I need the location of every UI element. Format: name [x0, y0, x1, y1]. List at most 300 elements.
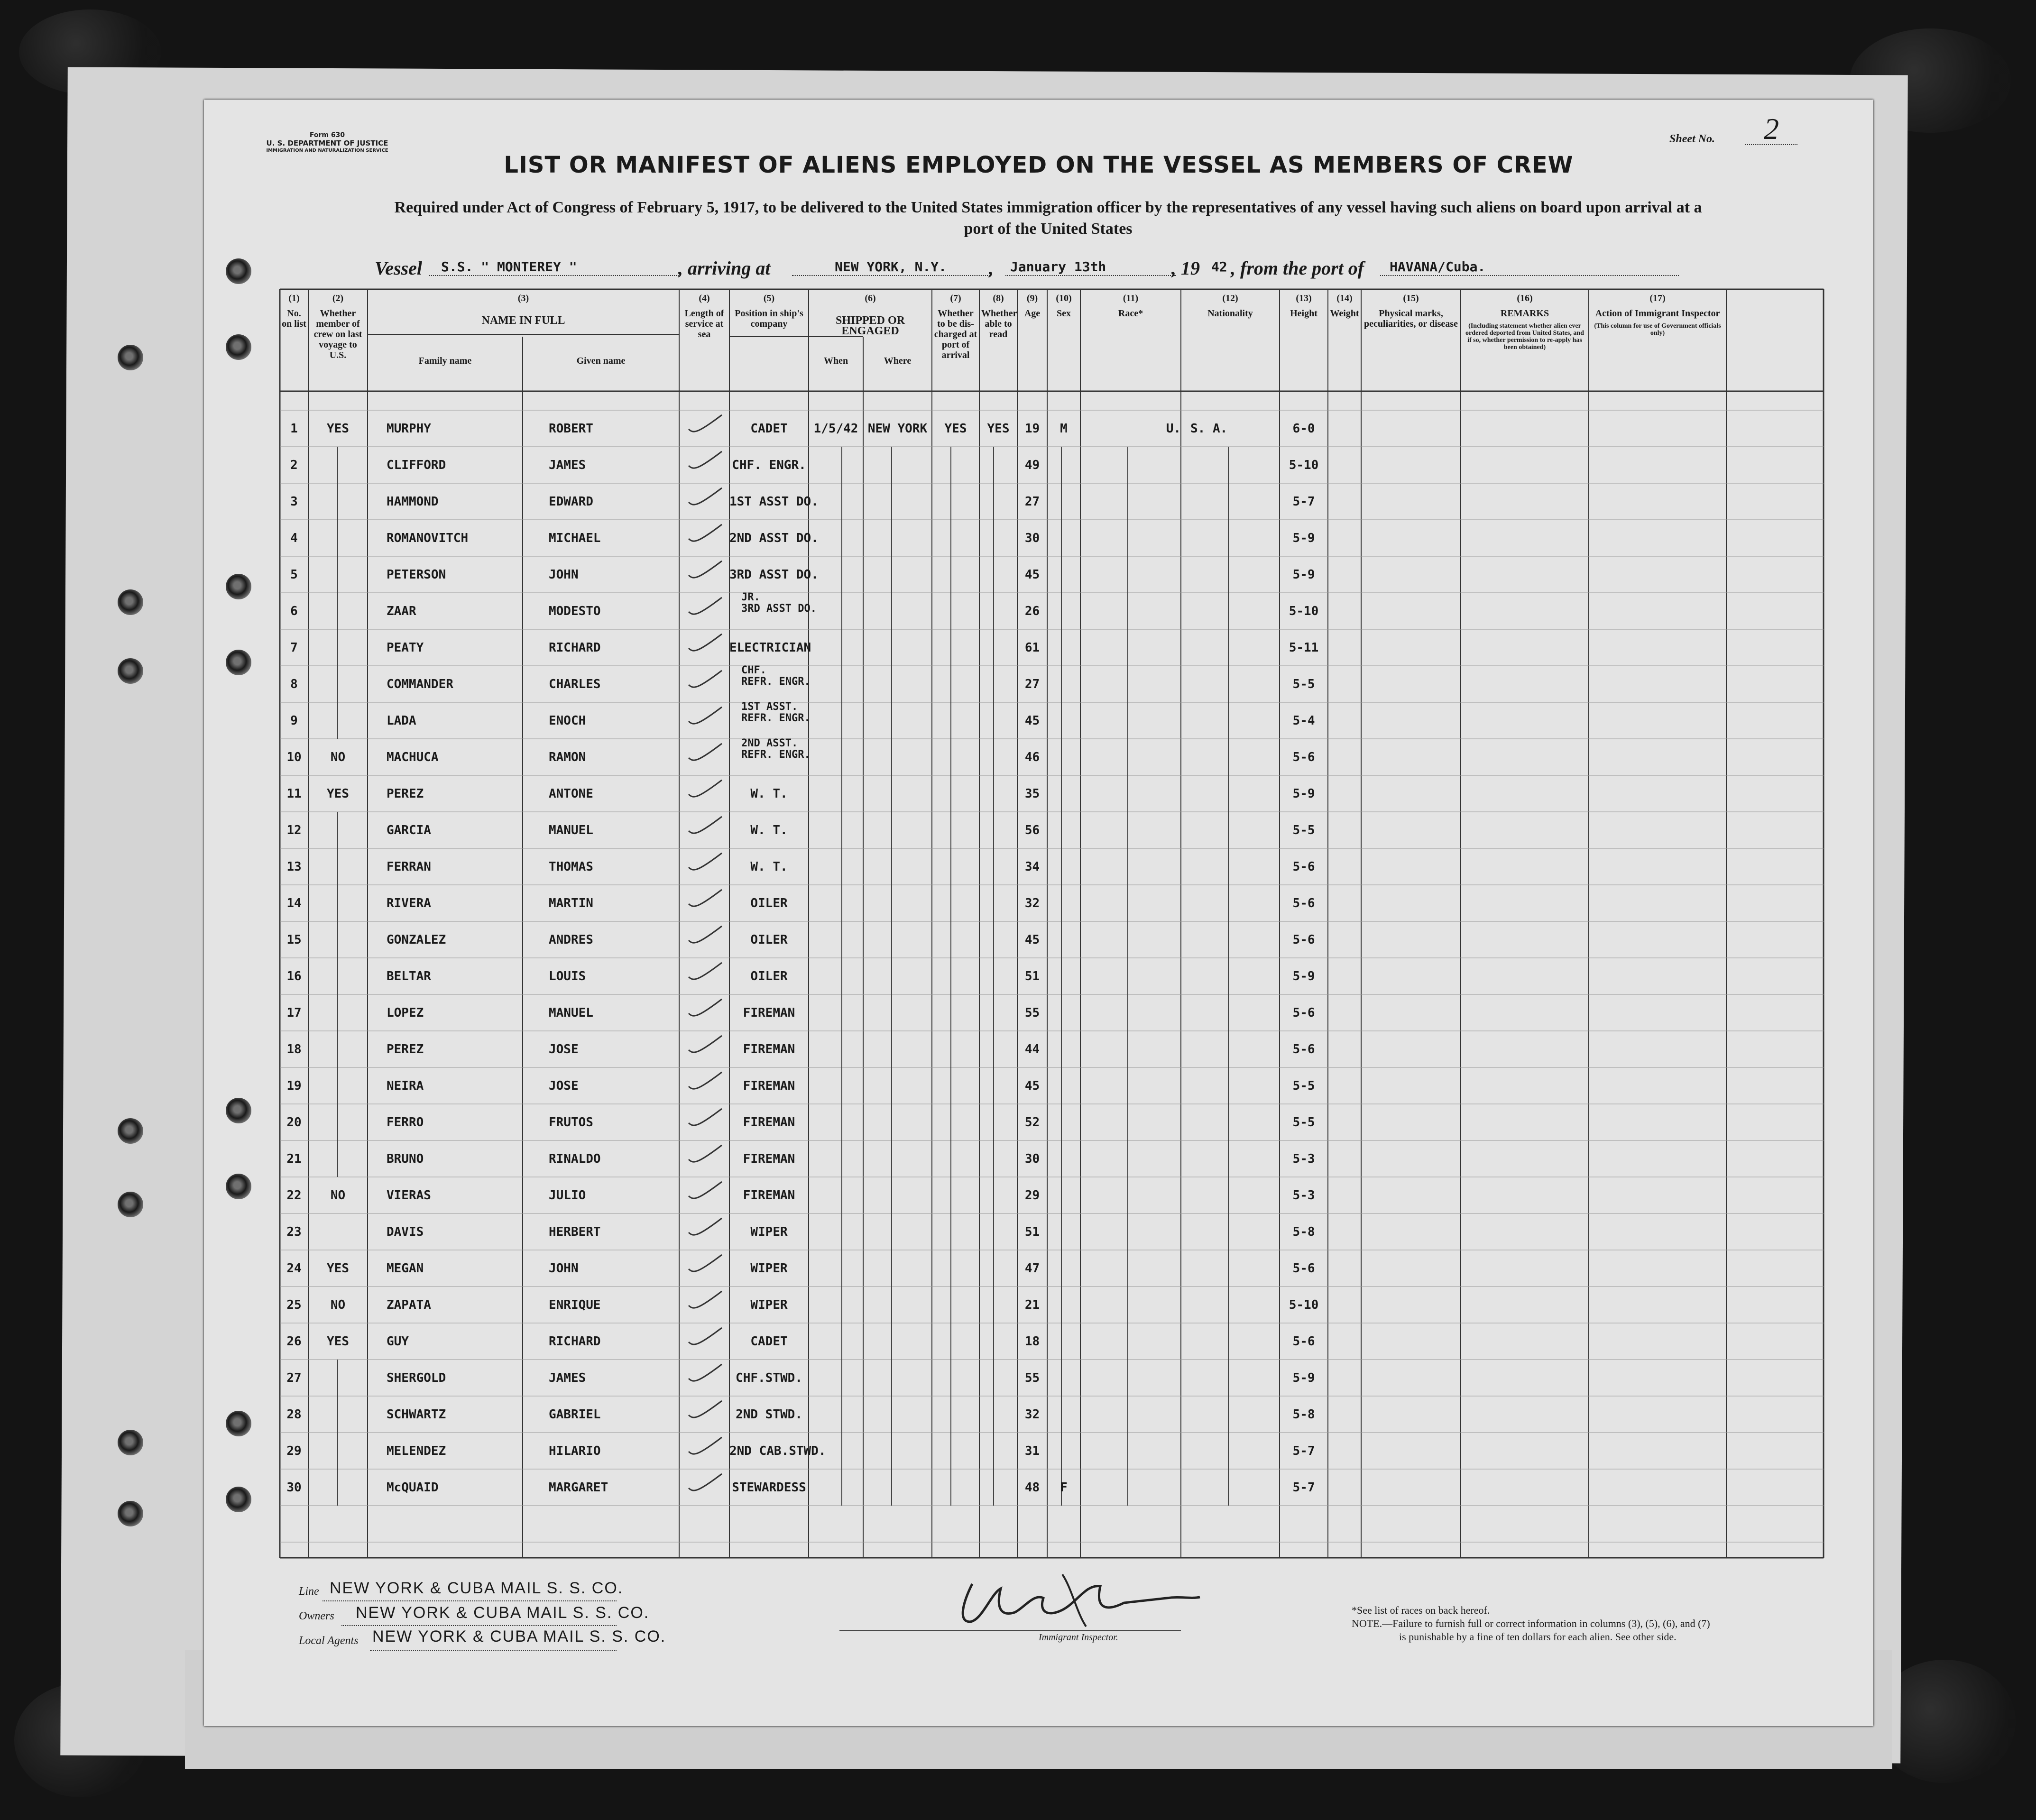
age: 34	[1024, 860, 1040, 874]
age: 26	[1024, 604, 1040, 618]
given-name: ROBERT	[549, 422, 593, 436]
given-name: JOHN	[549, 1261, 579, 1276]
given-name: MARTIN	[549, 896, 593, 910]
position: OILER	[750, 933, 788, 947]
height: 5-7	[1292, 495, 1315, 509]
given-name: ANTONE	[549, 787, 593, 801]
family-name: SHERGOLD	[387, 1371, 446, 1385]
age: 49	[1024, 458, 1040, 472]
position: 3RD ASST DO.	[741, 603, 817, 615]
department-name: U. S. DEPARTMENT OF JUSTICE	[266, 139, 388, 147]
height: 5-10	[1289, 1298, 1319, 1312]
position: STEWARDESS	[732, 1480, 806, 1495]
line-label: Line	[299, 1585, 319, 1598]
given-name: ENOCH	[549, 714, 586, 728]
check-mark	[689, 1255, 722, 1271]
given-name: ENRIQUE	[549, 1298, 601, 1312]
check-mark	[689, 999, 722, 1016]
given-name: ANDRES	[549, 933, 593, 947]
age: 45	[1024, 1079, 1040, 1093]
given-name: RINALDO	[549, 1152, 601, 1166]
height: 5-6	[1292, 1042, 1315, 1057]
height: 5-9	[1292, 1371, 1315, 1385]
position-prefix: JR.	[741, 591, 760, 603]
inspector-underline	[839, 1630, 1181, 1631]
row-number: 16	[286, 969, 302, 984]
family-name: SCHWARTZ	[387, 1407, 446, 1422]
column-number: (16)	[1517, 293, 1533, 303]
row-number: 4	[290, 531, 298, 545]
vessel-name: S.S. " MONTEREY "	[441, 259, 577, 275]
shipped-where: NEW YORK	[867, 422, 928, 436]
row-number: 6	[290, 604, 298, 618]
row-number: 19	[286, 1079, 302, 1093]
previous-voyage: YES	[327, 787, 349, 801]
height: 5-11	[1289, 641, 1319, 655]
family-name: PETERSON	[387, 568, 446, 582]
check-mark	[689, 817, 722, 833]
column-number: (6)	[865, 293, 876, 303]
requirement-text: Required under Act of Congress of February 5, 1917, to be delivered to the United States immigration officer by the representatives of any vessel having such aliens on board upon arrival at a	[394, 199, 1702, 216]
sheet-number-label: Sheet No.	[1669, 133, 1715, 145]
position: FIREMAN	[743, 1115, 795, 1130]
age: 51	[1024, 969, 1040, 984]
inspector-label: Immigrant Inspector.	[1039, 1632, 1118, 1643]
family-name: PEREZ	[387, 1042, 424, 1057]
previous-voyage: NO	[330, 750, 346, 764]
column-label: Sex	[1057, 308, 1071, 319]
check-mark	[689, 780, 722, 797]
check-mark	[689, 1109, 722, 1125]
given-name: HERBERT	[549, 1225, 601, 1239]
given-name: RAMON	[549, 750, 586, 764]
age: 55	[1024, 1371, 1040, 1385]
check-mark	[689, 524, 722, 541]
height: 5-6	[1292, 750, 1315, 764]
age: 18	[1024, 1334, 1040, 1349]
given-name: EDWARD	[549, 495, 593, 509]
agents-label: Local Agents	[299, 1635, 359, 1647]
column-number: (17)	[1649, 293, 1666, 303]
given-name: JAMES	[549, 458, 586, 472]
column-label: Age	[1024, 308, 1041, 319]
line-underline	[322, 1600, 617, 1601]
height: 5-10	[1289, 604, 1319, 618]
row-number: 25	[286, 1298, 302, 1312]
column-label: Length of service at sea	[684, 308, 724, 340]
check-mark	[689, 1401, 722, 1417]
family-name: PEREZ	[387, 787, 424, 801]
position: 3RD ASST DO.	[729, 568, 819, 582]
position-prefix: CHF.	[741, 664, 766, 676]
position: OILER	[750, 969, 788, 984]
punch-hole	[118, 589, 143, 615]
height: 5-9	[1292, 969, 1315, 984]
family-name: ROMANOVITCH	[387, 531, 469, 545]
position: CHF. ENGR.	[732, 458, 806, 472]
family-name: PEATY	[387, 641, 424, 655]
family-name: VIERAS	[387, 1188, 431, 1203]
column-number: (8)	[993, 293, 1004, 303]
age: 56	[1024, 823, 1040, 837]
height: 5-6	[1292, 1006, 1315, 1020]
age: 32	[1024, 896, 1040, 910]
inspector-signature	[944, 1565, 1238, 1641]
from-port: HAVANA/Cuba.	[1390, 259, 1486, 275]
age: 29	[1024, 1188, 1040, 1203]
age: 48	[1024, 1480, 1040, 1495]
race: U.	[1166, 422, 1181, 436]
family-name: FERRO	[387, 1115, 424, 1130]
family-name: HAMMOND	[387, 495, 439, 509]
given-name: MARGARET	[549, 1480, 608, 1495]
check-mark	[689, 744, 722, 760]
given-name: JAMES	[549, 1371, 586, 1385]
position: FIREMAN	[743, 1042, 795, 1057]
column-label: Race*	[1118, 308, 1143, 319]
height: 5-6	[1292, 1334, 1315, 1349]
given-name: RICHARD	[549, 1334, 601, 1349]
position: 2ND STWD.	[736, 1407, 802, 1422]
position-prefix: 1ST ASST.	[741, 701, 798, 713]
position-prefix: 2ND ASST.	[741, 737, 798, 749]
age: 21	[1024, 1298, 1040, 1312]
punch-hole	[118, 1430, 143, 1455]
position: REFR. ENGR.	[741, 749, 811, 761]
row-number: 1	[290, 422, 298, 436]
check-mark	[689, 561, 722, 578]
able-to-read: YES	[987, 422, 1010, 436]
row-number: 5	[290, 568, 298, 582]
column-number: (4)	[699, 293, 710, 303]
fine-note-2: is punishable by a fine of ten dollars for each alien. See other side.	[1399, 1631, 1677, 1643]
family-name: ZAAR	[387, 604, 416, 618]
position: 1ST ASST DO.	[729, 495, 819, 509]
punch-hole	[118, 658, 143, 684]
check-mark	[689, 1036, 722, 1052]
position: ELECTRICIAN	[729, 641, 811, 655]
height: 5-5	[1292, 823, 1315, 837]
owners-underline	[341, 1625, 617, 1626]
previous-voyage: YES	[327, 1261, 349, 1276]
height: 5-6	[1292, 896, 1315, 910]
check-mark	[689, 597, 722, 614]
check-mark	[689, 707, 722, 724]
age: 61	[1024, 641, 1040, 655]
position: FIREMAN	[743, 1152, 795, 1166]
column-label: Position in ship's company	[735, 308, 803, 329]
previous-voyage: NO	[330, 1188, 346, 1203]
row-number: 20	[286, 1115, 302, 1130]
column-subnote: (This column for use of Government officials only)	[1594, 322, 1721, 337]
check-mark	[689, 1182, 722, 1198]
check-mark	[689, 963, 722, 979]
height: 5-3	[1292, 1152, 1315, 1166]
row-number: 30	[286, 1480, 302, 1495]
year-suffix: 42	[1211, 259, 1227, 275]
column-sublabel: Where	[884, 356, 912, 366]
row-number: 23	[286, 1225, 302, 1239]
row-number: 15	[286, 933, 302, 947]
row-number: 29	[286, 1444, 302, 1458]
column-label: Action of Immigrant Inspector	[1595, 308, 1720, 319]
sex: M	[1060, 422, 1068, 436]
position: CADET	[750, 422, 788, 436]
check-mark	[689, 634, 722, 651]
given-name: GABRIEL	[549, 1407, 601, 1422]
age: 52	[1024, 1115, 1040, 1130]
age: 32	[1024, 1407, 1040, 1422]
family-name: FERRAN	[387, 860, 431, 874]
row-number: 11	[286, 787, 302, 801]
document-title: LIST OR MANIFEST OF ALIENS EMPLOYED ON THE VESSEL AS MEMBERS OF CREW	[504, 152, 1574, 178]
family-name: LADA	[387, 714, 416, 728]
given-name: MANUEL	[549, 1006, 593, 1020]
arriving-port: NEW YORK, N.Y.	[835, 259, 947, 275]
row-number: 12	[286, 823, 302, 837]
row-number: 9	[290, 714, 298, 728]
age: 19	[1024, 422, 1040, 436]
agents-underline	[370, 1650, 617, 1651]
row-number: 8	[290, 677, 298, 691]
position: W. T.	[750, 860, 788, 874]
races-note: *See list of races on back hereof.	[1352, 1604, 1490, 1616]
column-label: Nationality	[1207, 308, 1253, 319]
row-number: 2	[290, 458, 298, 472]
check-mark	[689, 451, 722, 468]
check-mark	[689, 1328, 722, 1344]
family-name: NEIRA	[387, 1079, 424, 1093]
line-value: NEW YORK & CUBA MAIL S. S. CO.	[330, 1579, 624, 1597]
family-name: CLIFFORD	[387, 458, 446, 472]
to-be-discharged: YES	[944, 422, 967, 436]
column-number: (5)	[763, 293, 775, 303]
age: 45	[1024, 714, 1040, 728]
check-mark	[689, 926, 722, 943]
family-name: McQUAID	[387, 1480, 439, 1495]
column-subnote: (Including statement whether alien ever ordered deported from United States, and if so, whether permission to re-apply has been obtained)	[1465, 322, 1584, 351]
arriving-label: , arriving at	[678, 257, 771, 279]
row-number: 26	[286, 1334, 302, 1349]
age: 27	[1024, 495, 1040, 509]
family-name: LOPEZ	[387, 1006, 424, 1020]
position: FIREMAN	[743, 1079, 795, 1093]
given-name: JOSE	[549, 1079, 579, 1093]
check-mark	[689, 415, 722, 432]
row-number: 21	[286, 1152, 302, 1166]
family-name: BELTAR	[387, 969, 431, 984]
check-mark	[689, 890, 722, 906]
family-name: GARCIA	[387, 823, 431, 837]
given-name: JOHN	[549, 568, 579, 582]
given-name: FRUTOS	[549, 1115, 593, 1130]
check-mark	[689, 1145, 722, 1162]
height: 5-6	[1292, 933, 1315, 947]
age: 45	[1024, 568, 1040, 582]
punch-hole	[118, 345, 143, 370]
given-name: LOUIS	[549, 969, 586, 984]
height: 5-9	[1292, 787, 1315, 801]
given-name: THOMAS	[549, 860, 593, 874]
year-prefix: , 19	[1171, 257, 1200, 279]
column-number: (13)	[1296, 293, 1312, 303]
height: 5-7	[1292, 1444, 1315, 1458]
height: 5-3	[1292, 1188, 1315, 1203]
arrival-date: January 13th	[1010, 259, 1106, 275]
given-name: MODESTO	[549, 604, 601, 618]
age: 27	[1024, 677, 1040, 691]
position: WIPER	[750, 1298, 788, 1312]
column-label: NAME IN FULL	[481, 314, 565, 327]
row-number: 14	[286, 896, 302, 910]
age: 35	[1024, 787, 1040, 801]
family-name: MELENDEZ	[387, 1444, 446, 1458]
punch-hole	[118, 1192, 143, 1217]
given-name: MICHAEL	[549, 531, 601, 545]
previous-voyage: YES	[327, 1334, 349, 1349]
position: OILER	[750, 896, 788, 910]
requirement-text-line2: port of the United States	[964, 220, 1133, 238]
column-label: Whether able to read	[981, 308, 1017, 340]
sheet-number: 2	[1745, 114, 1797, 145]
row-number: 7	[290, 641, 298, 655]
age: 46	[1024, 750, 1040, 764]
family-name: MEGAN	[387, 1261, 424, 1276]
position: 2ND ASST DO.	[729, 531, 819, 545]
column-sublabel: Family name	[418, 356, 472, 366]
age: 30	[1024, 531, 1040, 545]
given-name: HILARIO	[549, 1444, 601, 1458]
age: 55	[1024, 1006, 1040, 1020]
column-label: Whether member of crew on last voyage to U.S.	[313, 308, 362, 360]
position: CADET	[750, 1334, 788, 1349]
owners-value: NEW YORK & CUBA MAIL S. S. CO.	[356, 1604, 650, 1622]
family-name: GONZALEZ	[387, 933, 446, 947]
row-number: 27	[286, 1371, 302, 1385]
height: 5-8	[1292, 1225, 1315, 1239]
position: W. T.	[750, 823, 788, 837]
column-number: (3)	[517, 293, 529, 303]
column-label: Height	[1290, 308, 1317, 319]
position: W. T.	[750, 787, 788, 801]
previous-voyage: YES	[327, 422, 349, 436]
given-name: MANUEL	[549, 823, 593, 837]
height: 5-5	[1292, 1115, 1315, 1130]
column-number: (2)	[332, 293, 344, 303]
row-number: 17	[286, 1006, 302, 1020]
column-number: (7)	[950, 293, 961, 303]
age: 44	[1024, 1042, 1040, 1057]
check-mark	[689, 1364, 722, 1381]
punch-hole	[118, 1501, 143, 1526]
family-name: GUY	[387, 1334, 409, 1349]
height: 5-10	[1289, 458, 1319, 472]
given-name: JOSE	[549, 1042, 579, 1057]
column-number: (14)	[1336, 293, 1353, 303]
column-sublabel: Given name	[576, 356, 626, 366]
check-mark	[689, 1291, 722, 1308]
height: 5-5	[1292, 1079, 1315, 1093]
sex: F	[1060, 1480, 1068, 1495]
column-label: Physical marks, peculiarities, or disease	[1364, 308, 1458, 329]
age: 47	[1024, 1261, 1040, 1276]
punch-hole	[118, 1118, 143, 1144]
height: 6-0	[1292, 422, 1315, 436]
column-label: Whether to be dis-charged at port of arrival	[934, 308, 977, 360]
fine-note: NOTE.—Failure to furnish full or correct information in columns (3), (5), (6), and (7)	[1352, 1618, 1710, 1629]
position: WIPER	[750, 1225, 788, 1239]
column-sublabel: When	[823, 356, 848, 366]
position: FIREMAN	[743, 1188, 795, 1203]
check-mark	[689, 1218, 722, 1235]
manifest-sheet	[204, 100, 1873, 1726]
given-name: RICHARD	[549, 641, 601, 655]
height: 5-9	[1292, 568, 1315, 582]
row-number: 24	[286, 1261, 302, 1276]
position: FIREMAN	[743, 1006, 795, 1020]
height: 5-6	[1292, 1261, 1315, 1276]
height: 5-9	[1292, 531, 1315, 545]
family-name: COMMANDER	[387, 677, 453, 691]
position: REFR. ENGR.	[741, 676, 811, 688]
previous-voyage: NO	[330, 1298, 346, 1312]
column-label: No. on list	[282, 308, 306, 329]
position: 2ND CAB.STWD.	[729, 1444, 826, 1458]
row-number: 13	[286, 860, 302, 874]
check-mark	[689, 671, 722, 687]
family-name: MACHUCA	[387, 750, 439, 764]
age: 30	[1024, 1152, 1040, 1166]
column-number: (1)	[288, 293, 300, 303]
position: WIPER	[750, 1261, 788, 1276]
column-label: SHIPPED OR ENGAGED	[835, 314, 905, 337]
height: 5-5	[1292, 677, 1315, 691]
column-label: Weight	[1330, 308, 1359, 319]
service-name: IMMIGRATION AND NATURALIZATION SERVICE	[266, 148, 388, 153]
column-number: (9)	[1026, 293, 1038, 303]
column-number: (10)	[1056, 293, 1072, 303]
agents-value: NEW YORK & CUBA MAIL S. S. CO.	[372, 1627, 666, 1645]
check-mark	[689, 853, 722, 870]
check-mark	[689, 1072, 722, 1089]
family-name: MURPHY	[387, 422, 431, 436]
row-number: 22	[286, 1188, 302, 1203]
shipped-when: 1/5/42	[813, 422, 858, 436]
age: 51	[1024, 1225, 1040, 1239]
family-name: RIVERA	[387, 896, 431, 910]
column-number: (15)	[1403, 293, 1419, 303]
position: CHF.STWD.	[736, 1371, 802, 1385]
height: 5-8	[1292, 1407, 1315, 1422]
column-label: REMARKS	[1500, 308, 1549, 319]
given-name: JULIO	[549, 1188, 586, 1203]
row-number: 28	[286, 1407, 302, 1422]
comma: ,	[989, 257, 994, 279]
position: REFR. ENGR.	[741, 712, 811, 724]
height: 5-7	[1292, 1480, 1315, 1495]
family-name: ZAPATA	[387, 1298, 431, 1312]
family-name: BRUNO	[387, 1152, 424, 1166]
row-number: 3	[290, 495, 298, 509]
row-number: 10	[286, 750, 302, 764]
check-mark	[689, 1437, 722, 1454]
form-number: Form 630	[309, 131, 345, 139]
given-name: CHARLES	[549, 677, 601, 691]
from-label: , from the port of	[1231, 257, 1364, 279]
check-mark	[689, 1474, 722, 1490]
column-number: (12)	[1222, 293, 1238, 303]
nationality: S. A.	[1190, 422, 1228, 436]
